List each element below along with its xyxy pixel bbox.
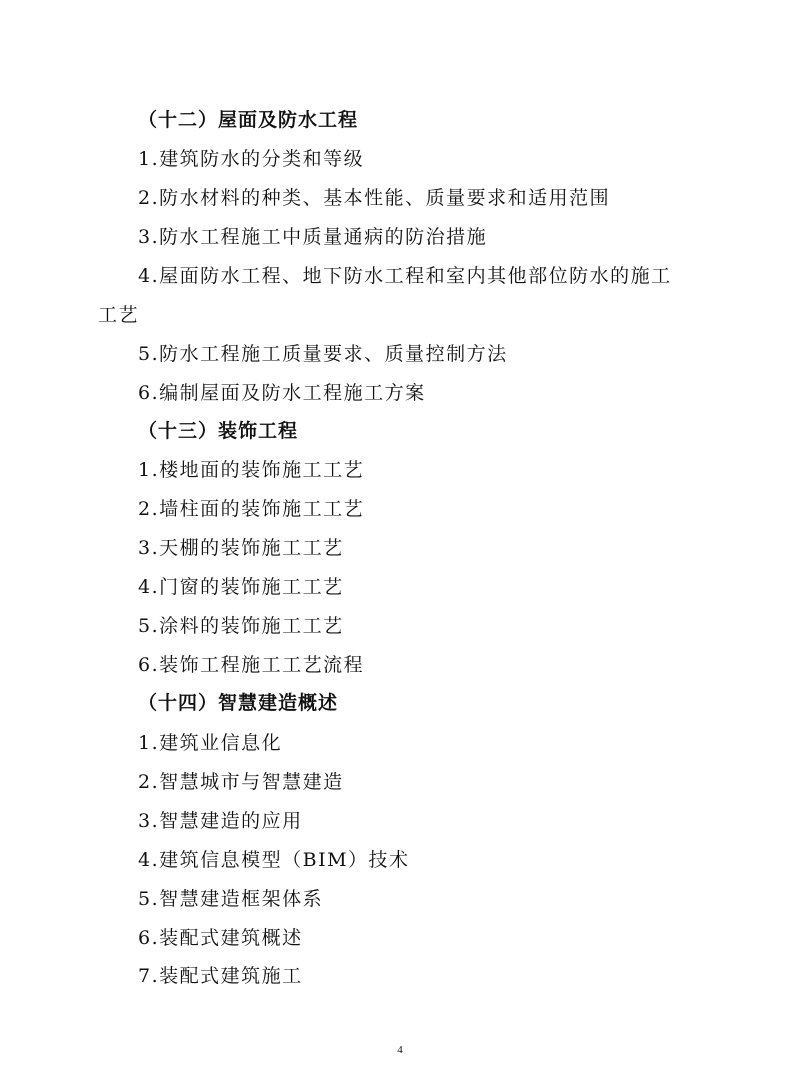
list-item: 3.天棚的装饰施工工艺 bbox=[138, 537, 344, 559]
list-item: 2.智慧城市与智慧建造 bbox=[138, 771, 344, 793]
list-item: 5.防水工程施工质量要求、质量控制方法 bbox=[138, 343, 508, 365]
section-heading-12: （十二）屋面及防水工程 bbox=[138, 109, 359, 131]
list-item: 6.装配式建筑概述 bbox=[138, 927, 303, 949]
list-item: 1.楼地面的装饰施工工艺 bbox=[138, 459, 365, 481]
list-item: 2.墙柱面的装饰施工工艺 bbox=[138, 498, 365, 520]
list-item: 3.防水工程施工中质量通病的防治措施 bbox=[138, 226, 488, 248]
list-item: 4.屋面防水工程、地下防水工程和室内其他部位防水的施工 bbox=[138, 265, 672, 287]
list-item: 6.装饰工程施工工艺流程 bbox=[138, 654, 365, 676]
list-item: 4.门窗的装饰施工工艺 bbox=[138, 576, 344, 598]
list-item: 6.编制屋面及防水工程施工方案 bbox=[138, 382, 426, 404]
list-item: 1.建筑防水的分类和等级 bbox=[138, 148, 365, 170]
section-heading-13: （十三）装饰工程 bbox=[138, 420, 299, 442]
section-heading-14: （十四）智慧建造概述 bbox=[138, 692, 339, 714]
list-item-continuation: 工艺 bbox=[98, 304, 140, 326]
list-item: 4.建筑信息模型（BIM）技术 bbox=[138, 849, 410, 871]
page-number: 4 bbox=[397, 1044, 403, 1056]
list-item: 7.装配式建筑施工 bbox=[138, 965, 303, 987]
list-item: 5.涂料的装饰施工工艺 bbox=[138, 615, 344, 637]
list-item: 3.智慧建造的应用 bbox=[138, 810, 303, 832]
list-item: 1.建筑业信息化 bbox=[138, 732, 283, 754]
list-item: 5.智慧建造框架体系 bbox=[138, 888, 324, 910]
list-item: 2.防水材料的种类、基本性能、质量要求和适用范围 bbox=[138, 187, 611, 209]
